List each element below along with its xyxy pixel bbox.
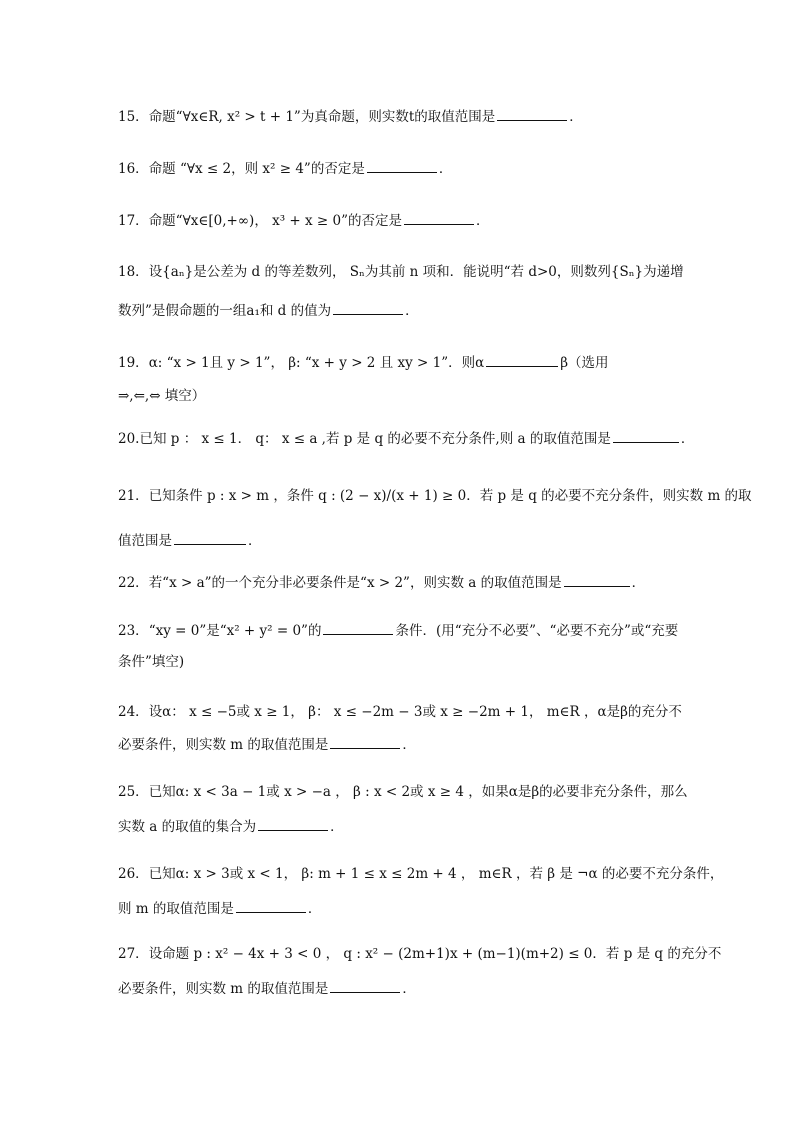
question-text: 若“x > a”的一个充分非必要条件是“x > 2”，则实数 a 的取值范围是: [148, 575, 562, 591]
question-19: [118, 352, 609, 373]
answer-blank[interactable]: [404, 210, 474, 225]
answer-blank[interactable]: [174, 530, 246, 545]
question-text: α: “x > 1且 y > 1”， β: “x + y > 2 且 xy > 1”．则α: [148, 355, 485, 371]
question-text-end: ．: [631, 575, 646, 591]
question-text: 命题“∀x∈R, x² > t + 1”为真命题，则实数t的取值范围是: [148, 109, 496, 125]
question-text: 设{aₙ}是公差为 d 的等差数列， Sₙ为其前 n 项和．能说明“若 d>0，则数列{Sₙ}为递增: [148, 264, 684, 280]
question-text-end: ．: [405, 303, 419, 319]
question-text: 命题 “∀x ≤ 2，则 x² ≥ 4”的否定是: [148, 161, 365, 177]
question-text: 必要条件，则实数 m 的取值范围是: [118, 981, 329, 997]
question-17: [118, 210, 490, 231]
question-26-continuation: [118, 898, 321, 919]
question-text: 已知 p ： x ≤ 1． q： x ≤ a ,若 p 是 q 的必要不充分条件,则 a 的取值范围是: [139, 431, 611, 447]
answer-blank[interactable]: [333, 300, 403, 315]
question-25: [118, 782, 688, 802]
question-text: 实数 a 的取值的集合为: [118, 819, 257, 835]
question-27: [118, 944, 721, 964]
question-23: [118, 620, 678, 641]
question-18: [118, 262, 684, 282]
answer-blank[interactable]: [330, 978, 400, 993]
answer-blank[interactable]: [486, 352, 558, 367]
question-number: 18．: [118, 264, 149, 280]
question-16: [118, 158, 452, 179]
question-text-end: ．: [569, 109, 583, 125]
question-number: 21．: [118, 488, 149, 504]
answer-blank[interactable]: [236, 898, 306, 913]
question-25-continuation: [118, 816, 344, 837]
question-number: 16．: [118, 161, 149, 177]
question-23-continuation: [118, 652, 184, 672]
answer-blank[interactable]: [330, 734, 400, 749]
question-number: 17．: [118, 213, 149, 229]
question-text: “xy = 0”是“x² + y² = 0”的: [148, 623, 322, 639]
question-21: [118, 486, 752, 506]
question-number: 24．: [118, 704, 149, 720]
question-19-continuation: [118, 386, 205, 406]
answer-blank[interactable]: [258, 816, 328, 831]
question-text: 已知条件 p : x > m ，条件 q : (2 − x)/(x + 1) ≥ 0．若 p 是 q 的必要不充分条件，则实数 m 的取: [148, 488, 752, 504]
question-text-end: ．: [402, 981, 416, 997]
question-text-end: ．: [438, 161, 453, 177]
question-text-end: β（选用: [560, 355, 609, 371]
question-text: 已知α: x > 3或 x < 1， β: m + 1 ≤ x ≤ 2m + 4 ， m∈R ，若 β 是 ¬α 的必要不充分条件，: [148, 866, 724, 882]
question-number: 27．: [118, 946, 149, 962]
answer-blank[interactable]: [367, 158, 437, 173]
question-text: 值范围是: [118, 533, 172, 549]
question-text-end: ．: [680, 431, 695, 447]
answer-blank[interactable]: [497, 106, 567, 121]
question-number: 26．: [118, 866, 149, 882]
question-text: 条件”填空): [118, 654, 185, 670]
question-number: 23．: [118, 623, 149, 639]
question-number: 19．: [118, 355, 149, 371]
question-26: [118, 864, 723, 884]
question-text: 必要条件，则实数 m 的取值范围是: [118, 737, 329, 753]
question-text: 数列”是假命题的一组a₁和 d 的值为: [118, 303, 332, 319]
question-text-end: ．: [248, 533, 262, 549]
answer-blank[interactable]: [323, 620, 393, 635]
question-24-continuation: [118, 734, 416, 755]
question-text: 已知α: x < 3a − 1或 x > −a ， β : x < 2或 x ≥ 4 ，如果α是β的必要非充分条件，那么: [148, 784, 688, 800]
question-24: [118, 702, 682, 722]
question-number: 15．: [118, 109, 149, 125]
question-text-end: 条件．(用“充分不必要”、“必要不充分”或“充要: [395, 623, 679, 639]
question-text-end: ．: [330, 819, 344, 835]
question-text: 则 m 的取值范围是: [118, 901, 234, 917]
question-text: ⇒,⇐,⇔ 填空）: [118, 388, 206, 404]
question-number: 25．: [118, 784, 149, 800]
question-text: 设命题 p : x² − 4x + 3 < 0 ， q : x² − (2m+1)x + (m−1)(m+2) ≤ 0．若 p 是 q 的充分不: [148, 946, 722, 962]
answer-blank[interactable]: [564, 572, 630, 587]
question-text-end: ．: [307, 901, 322, 917]
question-text: 命题“∀x∈[0,+∞)， x³ + x ≥ 0”的否定是: [148, 213, 403, 229]
question-22: [118, 572, 645, 593]
question-21-continuation: [118, 530, 262, 551]
question-text: 设α： x ≤ −5或 x ≥ 1， β： x ≤ −2m − 3或 x ≥ −2m + 1， m∈R ，α是β的充分不: [148, 704, 682, 720]
question-27-continuation: [118, 978, 416, 999]
question-20: [118, 428, 694, 449]
answer-blank[interactable]: [613, 428, 679, 443]
question-number: 20.: [118, 431, 140, 447]
question-18-continuation: [118, 300, 419, 321]
question-15: [118, 106, 583, 127]
question-number: 22．: [118, 575, 149, 591]
question-text-end: ．: [476, 213, 490, 229]
question-text-end: ．: [402, 737, 416, 753]
